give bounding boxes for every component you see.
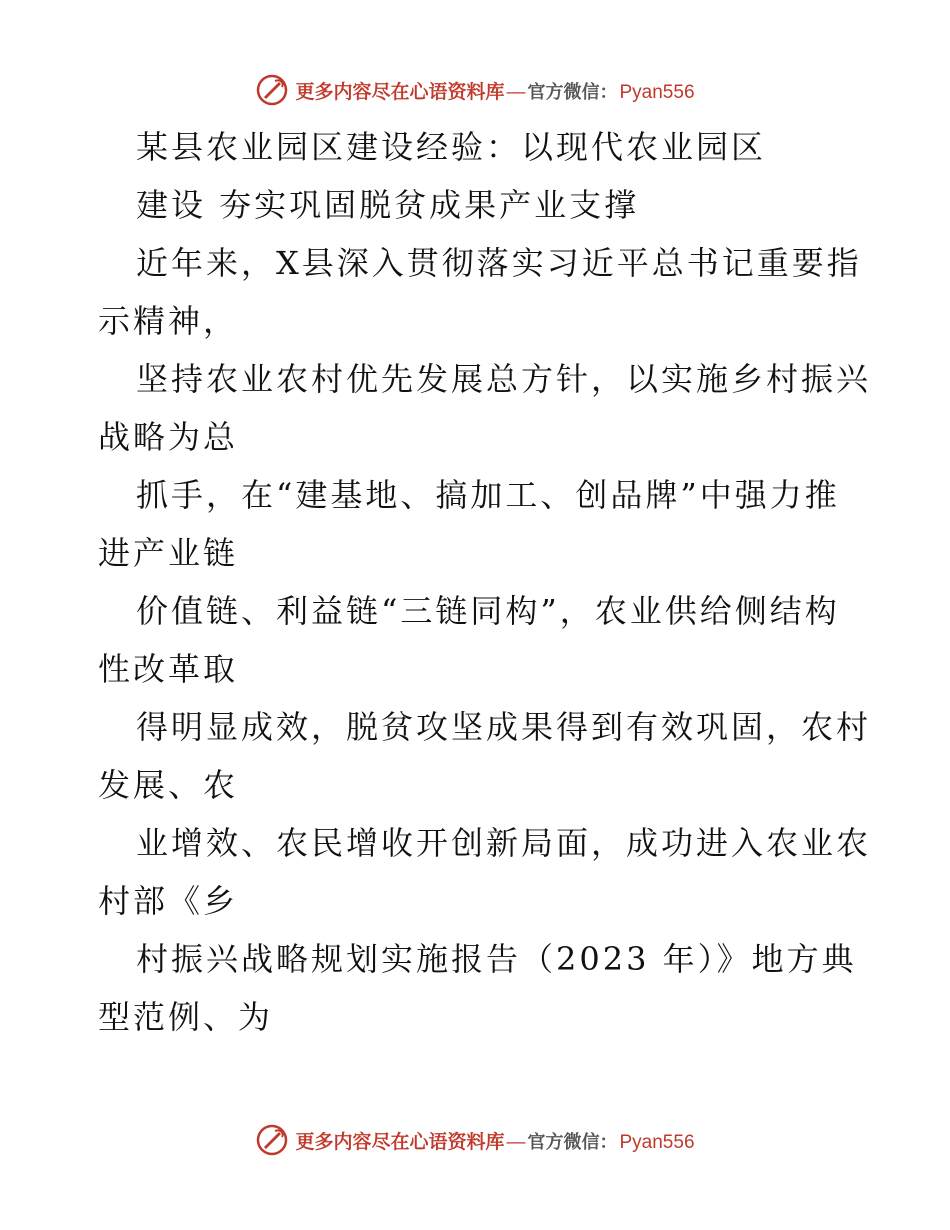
footer-dash: — [506,1131,526,1153]
paragraph-line: 坚持农业农村优先发展总方针，以实施乡村振兴 [136,360,872,398]
quill-logo-icon [255,73,289,107]
paragraph-line: 战略为总 [98,418,239,456]
paragraph-line: 进产业链 [98,534,239,572]
header-banner [0,70,950,110]
paragraph-line: 村振兴战略规划实施报告（2023 年）》地方典 [136,940,857,978]
paragraph-line: 发展、农 [98,766,239,804]
footer-banner [0,1120,950,1160]
quill-logo-icon [255,1123,289,1157]
paragraph-line: 性改革取 [98,650,239,688]
header-wechat-label: 官方微信： [527,81,618,103]
paragraph-line: 抓手，在“建基地、搞加工、创品牌”中强力推 [136,476,840,514]
document-title-line-2: 建设 夯实巩固脱贫成果产业支撑 [136,186,640,224]
document-title-line-1: 某县农业园区建设经验：以现代农业园区 [136,128,767,166]
paragraph-line: 型范例、为 [98,998,274,1036]
paragraph-line: 示精神， [98,302,239,340]
footer-wechat-id: Pyan556 [619,1131,695,1153]
paragraph-line: 村部《乡 [98,882,239,920]
header-brand-text: 更多内容尽在心语资料库 [295,80,505,103]
footer-brand-text: 更多内容尽在心语资料库 [295,1130,505,1153]
paragraph-line: 近年来，X县深入贯彻落实习近平总书记重要指 [136,244,862,282]
header-wechat-id: Pyan556 [619,81,695,103]
document-body [98,118,872,1046]
paragraph-line: 业增效、农民增收开创新局面，成功进入农业农 [136,824,872,862]
paragraph-line: 得明显成效，脱贫攻坚成果得到有效巩固，农村 [136,708,872,746]
paragraph-line: 价值链、利益链“三链同构”，农业供给侧结构 [136,592,840,630]
header-dash: — [506,81,526,103]
footer-wechat-label: 官方微信： [527,1131,618,1153]
